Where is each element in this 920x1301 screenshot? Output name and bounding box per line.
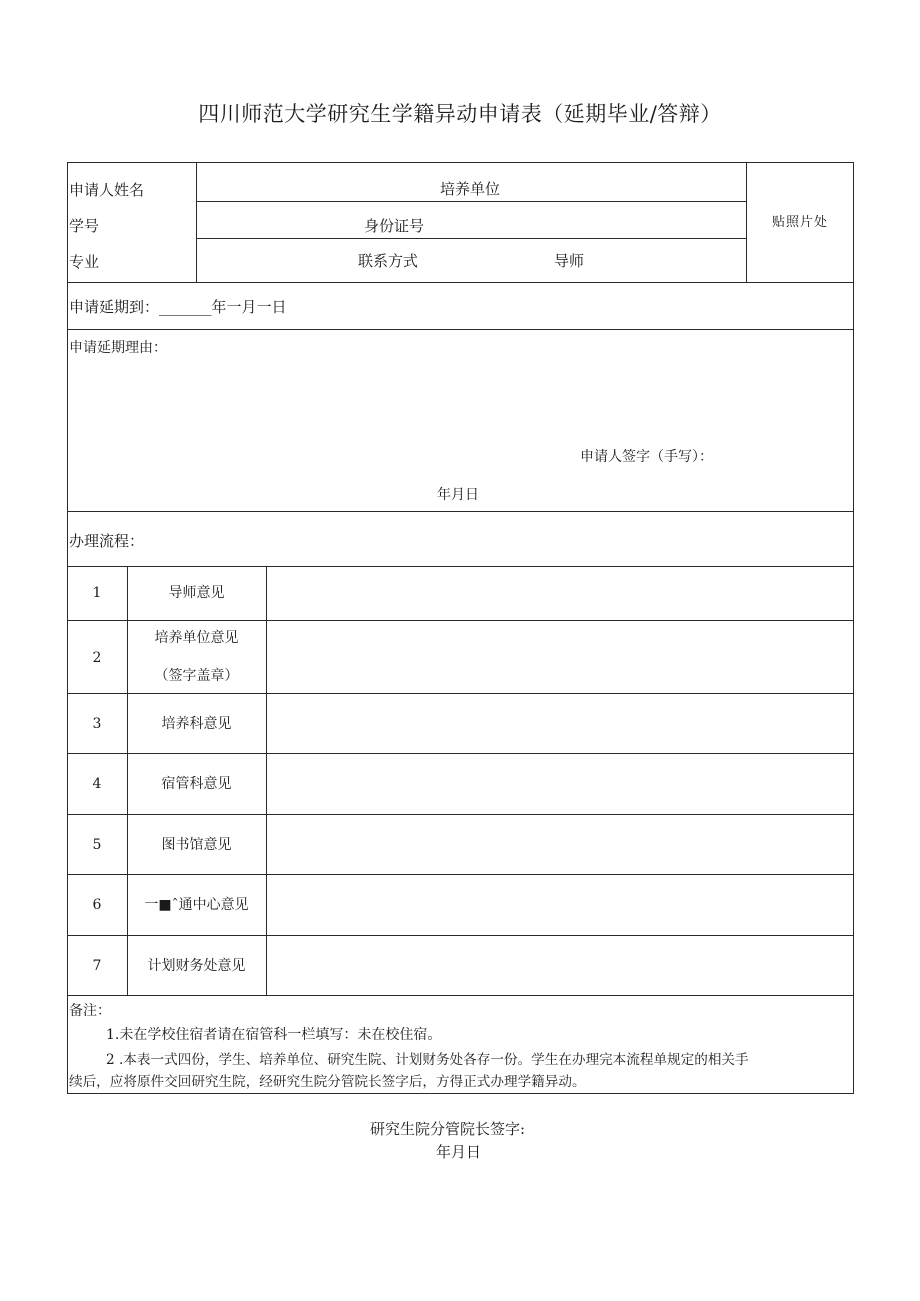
row-divider xyxy=(67,753,854,754)
step-number: 3 xyxy=(92,716,102,732)
student-id-label: 学号 xyxy=(69,217,100,235)
step-unit-opinion-sub: （签字盖章） xyxy=(154,668,239,684)
step-training-office-opinion: 培养科意见 xyxy=(161,716,232,732)
row-divider xyxy=(67,874,854,875)
row-divider xyxy=(67,620,854,621)
row-divider xyxy=(67,329,854,330)
step-advisor-opinion: 导师意见 xyxy=(168,585,225,601)
note-item-1: 1.未在学校住宿者请在宿管科一栏填写：未在校住宿。 xyxy=(106,1027,442,1043)
training-unit-label: 培养单位 xyxy=(439,180,500,198)
extend-date-suffix: 年一月一日 xyxy=(211,298,287,316)
extend-date-label: 申请延期到： xyxy=(69,298,160,316)
column-divider xyxy=(266,566,267,996)
step-library-opinion: 图书馆意见 xyxy=(161,837,232,853)
page-title: 四川师范大学研究生学籍异动申请表（延期毕业/答辩） xyxy=(198,102,722,126)
note-item-2-line-2: 续后，应将原件交回研究生院，经研究生院分管院长签字后，方得正式办理学籍异动。 xyxy=(69,1074,586,1090)
dean-signature-label: 研究生院分管院长签字: xyxy=(370,1120,526,1138)
row-divider xyxy=(67,935,854,936)
reason-date-label: 年月日 xyxy=(437,487,479,503)
major-label: 专业 xyxy=(69,253,100,271)
step-number: 4 xyxy=(92,776,102,792)
note-item-2-line-1: 2 .本表一式四份，学生、培养单位、研究生院、计划财务处各存一份。学生在办理完本流程单规定的相关手 xyxy=(106,1052,749,1068)
row-divider xyxy=(67,693,854,694)
row-divider xyxy=(196,201,747,202)
row-divider xyxy=(67,995,854,996)
photo-placeholder: 贴照片处 xyxy=(771,215,828,230)
step-number: 5 xyxy=(92,837,102,853)
notes-label: 备注： xyxy=(69,1003,111,1019)
id-card-label: 身份证号 xyxy=(363,217,424,235)
reason-label: 申请延期理由： xyxy=(69,340,167,356)
step-finance-opinion: 计划财务处意见 xyxy=(147,958,246,974)
row-divider xyxy=(67,814,854,815)
row-divider xyxy=(196,238,747,239)
table-border-top xyxy=(67,162,854,163)
applicant-name-label: 申请人姓名 xyxy=(69,181,145,199)
step-number: 6 xyxy=(92,897,102,913)
step-unit-opinion: 培养单位意见 xyxy=(154,630,239,646)
column-divider xyxy=(196,162,197,283)
step-number: 7 xyxy=(92,958,102,974)
row-divider xyxy=(67,566,854,567)
step-number: 2 xyxy=(92,650,102,666)
table-border-right xyxy=(853,162,854,1094)
process-label: 办理流程： xyxy=(69,532,145,550)
table-border-left xyxy=(67,162,68,1094)
table-border-bottom xyxy=(67,1093,854,1094)
dean-signature-date: 年月日 xyxy=(436,1143,482,1161)
extend-date-blank: _______ xyxy=(159,298,212,316)
applicant-signature-label: 申请人签字（手写）： xyxy=(580,449,713,465)
step-card-center-opinion: 一■ˆ通中心意见 xyxy=(144,897,249,913)
row-divider xyxy=(67,511,854,512)
extend-date-row xyxy=(69,298,287,316)
row-divider xyxy=(67,282,854,283)
contact-label: 联系方式 xyxy=(357,252,418,270)
advisor-label: 导师 xyxy=(553,252,584,270)
step-dorm-office-opinion: 宿管科意见 xyxy=(161,776,232,792)
step-number: 1 xyxy=(92,585,102,601)
